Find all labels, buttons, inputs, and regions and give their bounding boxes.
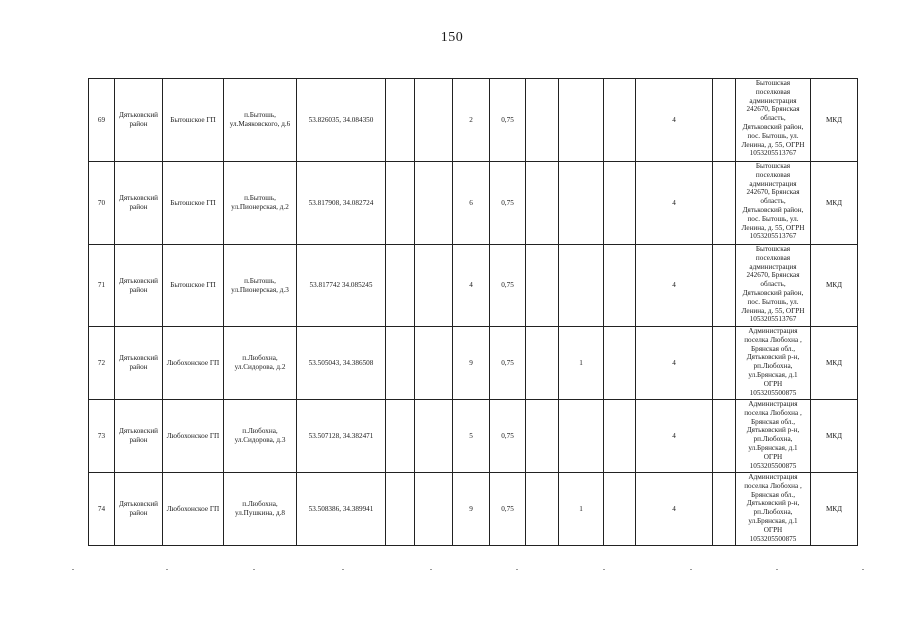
address-line: п.Любохна, bbox=[242, 500, 278, 509]
empty-cell bbox=[604, 79, 636, 162]
scan-mark bbox=[603, 569, 605, 570]
admin-line: рп.Любохна, bbox=[753, 435, 793, 444]
empty-cell bbox=[526, 162, 559, 245]
admin-line: 1053205500875 bbox=[749, 534, 797, 543]
table-row bbox=[89, 79, 858, 162]
admin-line: Бытошская bbox=[755, 79, 791, 87]
surface-type-cell: 4 bbox=[636, 400, 713, 473]
surface-type-cell: 4 bbox=[636, 473, 713, 546]
address-line: п.Любохна, bbox=[242, 354, 278, 363]
admin-line: Администрация bbox=[748, 327, 798, 335]
admin-line: 242670, Брянская bbox=[746, 105, 800, 114]
coordinates-cell: 53.507128, 34.382471 bbox=[297, 400, 386, 473]
address-line: п.Бытошь, bbox=[244, 194, 276, 203]
building-type-cell: МКД bbox=[811, 473, 858, 546]
administration-cell bbox=[736, 245, 811, 327]
admin-line: ОГРН bbox=[763, 379, 783, 388]
building-type-cell: МКД bbox=[811, 245, 858, 327]
admin-line: область, bbox=[760, 114, 786, 123]
table-row bbox=[89, 400, 858, 473]
empty-cell bbox=[386, 400, 415, 473]
admin-line: администрация bbox=[749, 179, 797, 188]
coordinates-cell: 53.505043, 34.386508 bbox=[297, 327, 386, 400]
district-cell: Дятьковский район bbox=[115, 245, 163, 327]
container-count-cell: 5 bbox=[453, 400, 490, 473]
admin-line: Брянская обл., bbox=[751, 417, 795, 426]
settlement-cell: Любохонское ГП bbox=[163, 400, 224, 473]
empty-cell bbox=[604, 245, 636, 327]
scan-mark bbox=[862, 569, 864, 570]
admin-line: поселковая bbox=[755, 87, 791, 96]
admin-line: 242670, Брянская bbox=[746, 271, 800, 280]
row-number: 69 bbox=[89, 79, 115, 162]
admin-line: 1053205513767 bbox=[749, 232, 797, 241]
table-row bbox=[89, 162, 858, 245]
row-number: 74 bbox=[89, 473, 115, 546]
page-number: 150 bbox=[440, 30, 464, 45]
admin-line: ул.Брянская, д.1 bbox=[748, 443, 798, 452]
extra-count-cell bbox=[559, 245, 604, 327]
scan-mark bbox=[690, 569, 692, 570]
empty-cell bbox=[604, 327, 636, 400]
container-volume-cell: 0,75 bbox=[490, 400, 526, 473]
admin-line: Администрация bbox=[748, 400, 798, 408]
empty-cell bbox=[604, 162, 636, 245]
district-cell: Дятьковский район bbox=[115, 327, 163, 400]
empty-cell bbox=[415, 162, 453, 245]
empty-cell bbox=[713, 473, 736, 546]
address-line: п.Бытошь, bbox=[244, 276, 276, 285]
address-line: ул.Пионерская, д.3 bbox=[231, 285, 289, 294]
coordinates-cell: 53.508386, 34.389941 bbox=[297, 473, 386, 546]
container-count-cell: 4 bbox=[453, 245, 490, 327]
district-cell: Дятьковский район bbox=[115, 162, 163, 245]
administration-cell bbox=[736, 400, 811, 473]
admin-line: поселка Любохна , bbox=[744, 335, 802, 344]
empty-cell bbox=[415, 327, 453, 400]
extra-count-cell: 1 bbox=[559, 473, 604, 546]
admin-line: 242670, Брянская bbox=[746, 188, 800, 197]
admin-line: 1053205500875 bbox=[749, 388, 797, 397]
admin-line: Дятьковский район, bbox=[742, 122, 804, 131]
empty-cell bbox=[713, 245, 736, 327]
empty-cell bbox=[526, 327, 559, 400]
scan-mark bbox=[253, 569, 255, 570]
admin-line: Дятьковский район, bbox=[742, 288, 804, 297]
admin-line: область, bbox=[760, 280, 786, 289]
admin-line: пос. Бытошь, ул. bbox=[747, 214, 799, 223]
empty-cell bbox=[386, 162, 415, 245]
address-line: ул.Сидорова, д.2 bbox=[234, 363, 286, 371]
empty-cell bbox=[526, 400, 559, 473]
scan-mark bbox=[342, 569, 344, 570]
surface-type-cell: 4 bbox=[636, 162, 713, 245]
admin-line: Ленина, д. 55, ОГРН bbox=[741, 306, 805, 315]
table-row bbox=[89, 473, 858, 546]
address-cell bbox=[224, 79, 297, 162]
coordinates-cell: 53.817908, 34.082724 bbox=[297, 162, 386, 245]
empty-cell bbox=[604, 400, 636, 473]
admin-line: Дятьковский р-н, bbox=[746, 353, 800, 362]
surface-type-cell: 4 bbox=[636, 327, 713, 400]
address-cell bbox=[224, 327, 297, 400]
container-count-cell: 2 bbox=[453, 79, 490, 162]
extra-count-cell: 1 bbox=[559, 327, 604, 400]
address-line: ул.Маяковского, д.6 bbox=[229, 120, 291, 128]
administration-cell bbox=[736, 162, 811, 245]
address-cell bbox=[224, 400, 297, 473]
table-row bbox=[89, 245, 858, 327]
empty-cell bbox=[386, 327, 415, 400]
admin-line: Ленина, д. 55, ОГРН bbox=[741, 140, 805, 149]
extra-count-cell bbox=[559, 162, 604, 245]
admin-line: администрация bbox=[749, 262, 797, 271]
row-number: 72 bbox=[89, 327, 115, 400]
coordinates-cell: 53.826035, 34.084350 bbox=[297, 79, 386, 162]
admin-line: Брянская обл., bbox=[751, 344, 795, 353]
empty-cell bbox=[713, 327, 736, 400]
admin-line: 1053205513767 bbox=[749, 149, 797, 158]
container-sites-table bbox=[88, 78, 858, 546]
admin-line: Администрация bbox=[748, 473, 798, 481]
admin-line: Дятьковский район, bbox=[742, 205, 804, 214]
row-number: 70 bbox=[89, 162, 115, 245]
admin-line: поселковая bbox=[755, 253, 791, 262]
extra-count-cell bbox=[559, 400, 604, 473]
empty-cell bbox=[386, 245, 415, 327]
admin-line: пос. Бытошь, ул. bbox=[747, 131, 799, 140]
admin-line: Бытошская bbox=[755, 162, 791, 170]
admin-line: ОГРН bbox=[763, 525, 783, 534]
admin-line: ОГРН bbox=[763, 452, 783, 461]
container-count-cell: 6 bbox=[453, 162, 490, 245]
scan-mark bbox=[776, 569, 778, 570]
administration-cell bbox=[736, 79, 811, 162]
address-cell bbox=[224, 245, 297, 327]
admin-line: Дятьковский р-н, bbox=[746, 499, 800, 508]
address-cell bbox=[224, 473, 297, 546]
empty-cell bbox=[415, 400, 453, 473]
building-type-cell: МКД bbox=[811, 400, 858, 473]
admin-line: администрация bbox=[749, 96, 797, 105]
admin-line: Брянская обл., bbox=[751, 490, 795, 499]
container-volume-cell: 0,75 bbox=[490, 162, 526, 245]
admin-line: ул.Брянская, д.1 bbox=[748, 516, 798, 525]
admin-line: Бытошская bbox=[755, 245, 791, 253]
admin-line: поселка Любохна , bbox=[744, 408, 802, 417]
table-row bbox=[89, 327, 858, 400]
administration-cell bbox=[736, 327, 811, 400]
admin-line: поселковая bbox=[755, 170, 791, 179]
empty-cell bbox=[604, 473, 636, 546]
admin-line: рп.Любохна, bbox=[753, 508, 793, 517]
admin-line: ул.Брянская, д.1 bbox=[748, 370, 798, 379]
scan-mark bbox=[516, 569, 518, 570]
admin-line: пос. Бытошь, ул. bbox=[747, 297, 799, 306]
scan-mark bbox=[72, 569, 74, 570]
address-line: ул.Пушкина, д.8 bbox=[235, 509, 285, 517]
container-count-cell: 9 bbox=[453, 327, 490, 400]
coordinates-cell: 53.817742 34.085245 bbox=[297, 245, 386, 327]
address-line: ул.Пионерская, д.2 bbox=[231, 203, 289, 211]
container-volume-cell: 0,75 bbox=[490, 245, 526, 327]
container-volume-cell: 0,75 bbox=[490, 473, 526, 546]
settlement-cell: Любохонское ГП bbox=[163, 473, 224, 546]
container-count-cell: 9 bbox=[453, 473, 490, 546]
scan-mark bbox=[166, 569, 168, 570]
empty-cell bbox=[415, 473, 453, 546]
district-cell: Дятьковский район bbox=[115, 400, 163, 473]
settlement-cell: Бытошское ГП bbox=[163, 79, 224, 162]
admin-line: Ленина, д. 55, ОГРН bbox=[741, 223, 805, 232]
district-cell: Дятьковский район bbox=[115, 473, 163, 546]
address-cell bbox=[224, 162, 297, 245]
admin-line: 1053205500875 bbox=[749, 461, 797, 470]
address-line: п.Любохна, bbox=[242, 427, 278, 436]
empty-cell bbox=[386, 79, 415, 162]
settlement-cell: Бытошское ГП bbox=[163, 162, 224, 245]
extra-count-cell bbox=[559, 79, 604, 162]
empty-cell bbox=[713, 162, 736, 245]
district-cell: Дятьковский район bbox=[115, 79, 163, 162]
address-line: ул.Сидорова, д.3 bbox=[234, 436, 286, 444]
admin-line: поселка Любохна , bbox=[744, 481, 802, 490]
surface-type-cell: 4 bbox=[636, 245, 713, 327]
row-number: 71 bbox=[89, 245, 115, 327]
container-volume-cell: 0,75 bbox=[490, 327, 526, 400]
container-volume-cell: 0,75 bbox=[490, 79, 526, 162]
empty-cell bbox=[386, 473, 415, 546]
settlement-cell: Бытошское ГП bbox=[163, 245, 224, 327]
admin-line: рп.Любохна, bbox=[753, 362, 793, 371]
empty-cell bbox=[526, 245, 559, 327]
empty-cell bbox=[526, 79, 559, 162]
surface-type-cell: 4 bbox=[636, 79, 713, 162]
scan-mark bbox=[430, 569, 432, 570]
empty-cell bbox=[713, 79, 736, 162]
admin-line: область, bbox=[760, 197, 786, 206]
administration-cell bbox=[736, 473, 811, 546]
empty-cell bbox=[415, 79, 453, 162]
empty-cell bbox=[415, 245, 453, 327]
building-type-cell: МКД bbox=[811, 162, 858, 245]
row-number: 73 bbox=[89, 400, 115, 473]
settlement-cell: Любохонское ГП bbox=[163, 327, 224, 400]
building-type-cell: МКД bbox=[811, 79, 858, 162]
empty-cell bbox=[526, 473, 559, 546]
admin-line: Дятьковский р-н, bbox=[746, 426, 800, 435]
admin-line: 1053205513767 bbox=[749, 315, 797, 324]
building-type-cell: МКД bbox=[811, 327, 858, 400]
address-line: п.Бытошь, bbox=[244, 111, 276, 120]
empty-cell bbox=[713, 400, 736, 473]
